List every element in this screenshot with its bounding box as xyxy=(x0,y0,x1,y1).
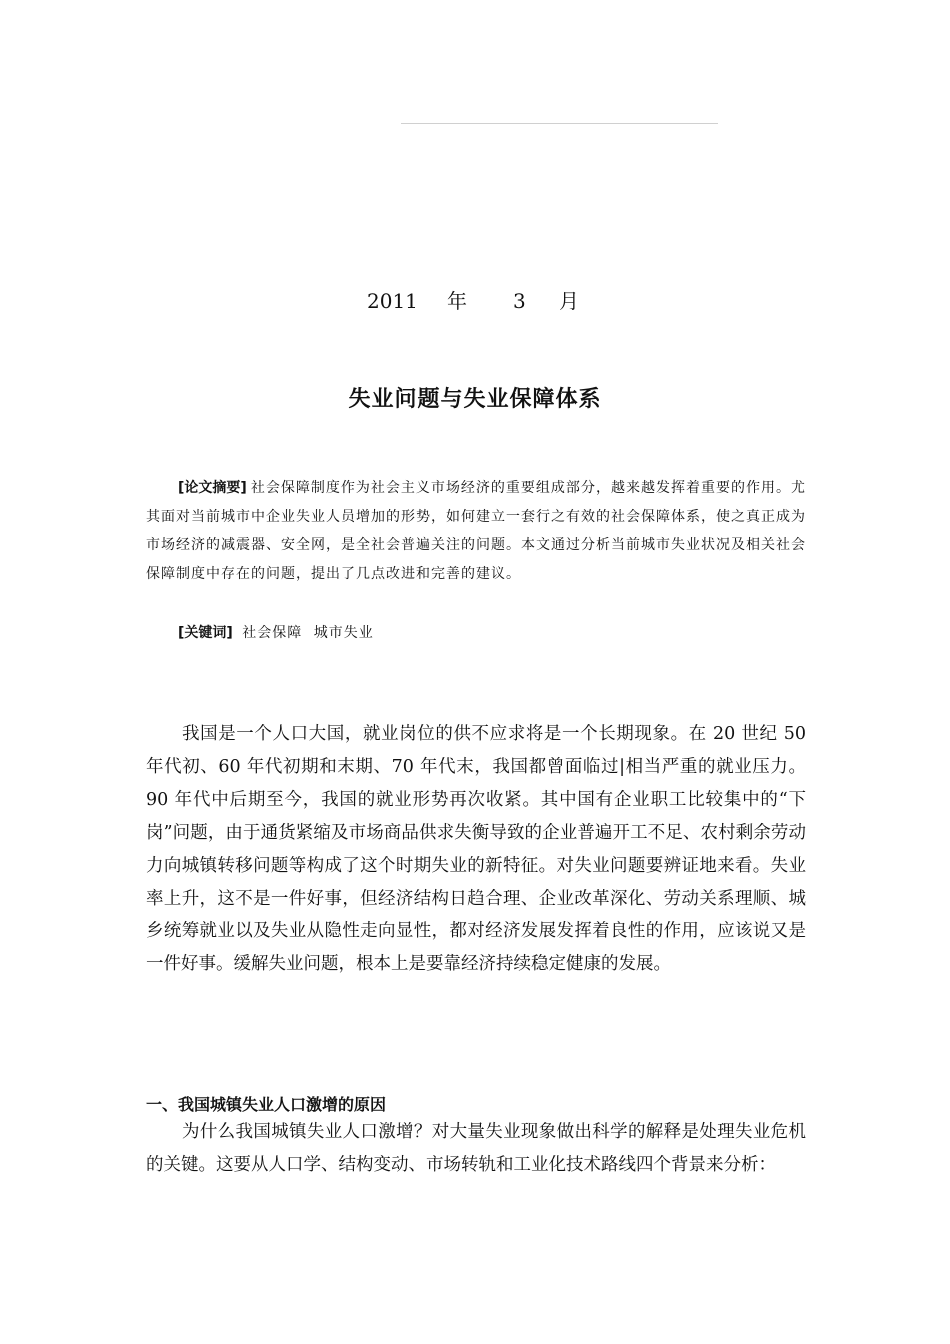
section-paragraph: 为什么我国城镇失业人口激增？对大量失业现象做出科学的解释是处理失业危机的关键。这要从人口学、结构变动、市场转轨和工业化技术路线四个背景来分析： xyxy=(146,1122,806,1175)
paper-title: 失业问题与失业保障体系 xyxy=(348,387,602,412)
section-heading: 一、我国城镇失业人口激增的原因 xyxy=(146,1095,387,1114)
date-year-unit: 年 xyxy=(447,289,467,313)
keywords-label: [关键词] xyxy=(178,625,233,641)
date-month-unit: 月 xyxy=(559,289,579,313)
intro-paragraph: 我国是一个人口大国，就业岗位的供不应求将是一个长期现象。在 20 世纪 50 年代初、60 年代初期和末期、70 年代末，我国都曾面临过|相当严重的就业压力。90 年代中后期至今，我国的就业形势再次收紧。其中国有企业职工比较集中的“下岗”问题，由于通货紧缩及市场商品供求失衡导致的企业普遍开工不足、农村剩余劳动力向城镇转移问题等构成了这个时期失业的新特征。对失业问题要辨证地来看。失业率上升，这不是一件好事，但经济结构日趋合理、企业改革深化、劳动关系理顺、城乡统筹就业以及失业从隐性走向显性，都对经济发展发挥着良性的作用，应该说又是一件好事。缓解失业问题，根本上是要靠经济持续稳定健康的发展。 xyxy=(146,724,806,975)
date-month: 3 xyxy=(513,289,526,313)
date-year: 2011 xyxy=(367,289,418,313)
abstract-text: 社会保障制度作为社会主义市场经济的重要组成部分，越来越发挥着重要的作用。尤其面对当前城市中企业失业人员增加的形势，如何建立一套行之有效的社会保障体系，使之真正成为市场经济的减震器、安全网，是全社会普遍关注的问题。本文通过分析当前城市失业状况及相关社会保障制度中存在的问题，提出了几点改进和完善的建议。 xyxy=(146,480,807,582)
keyword-item: 社会保障 xyxy=(242,625,303,641)
keyword-item: 城市失业 xyxy=(313,625,374,641)
keywords xyxy=(178,620,380,646)
abstract-label: [论文摘要] xyxy=(178,480,247,496)
abstract xyxy=(146,474,806,588)
header-rule xyxy=(401,123,718,124)
